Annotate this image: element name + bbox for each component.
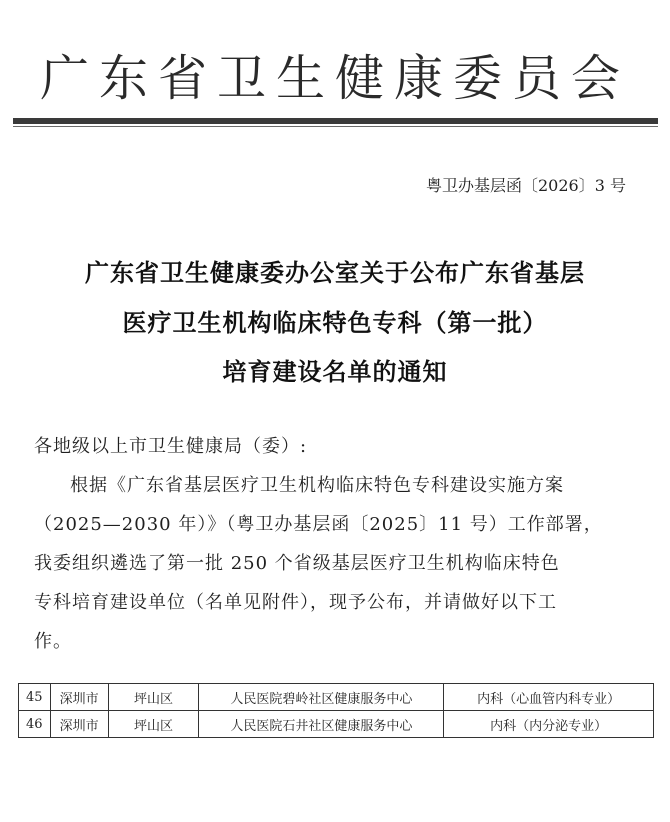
body-line: 专科培育建设单位（名单见附件），现予公布，并请做好以下工 (34, 592, 557, 613)
table-row (19, 684, 654, 711)
notice-title-line-3: 培育建设名单的通知 (222, 357, 448, 386)
notice-title-line-1: 广东省卫生健康委办公室关于公布广东省基层 (85, 258, 585, 287)
city-cell: 深圳市 (50, 684, 108, 711)
department-cell: 内科（内分泌专业） (444, 711, 654, 738)
notice-title-line-2: 医疗卫生机构临床特色专科（第一批） (122, 308, 548, 337)
letterhead-thin-rule (13, 126, 658, 127)
institution-cell: 人民医院碧岭社区健康服务中心 (199, 684, 444, 711)
document-number: 粤卫办基层函〔2026〕3 号 (426, 176, 626, 195)
body-line: 我委组织遴选了第一批 250 个省级基层医疗卫生机构临床特色 (34, 553, 560, 574)
salutation: 各地级以上市卫生健康局（委）: (34, 436, 308, 457)
city-cell: 深圳市 (50, 711, 108, 738)
institution-cell: 人民医院石井社区健康服务中心 (199, 711, 444, 738)
body-line: 作。 (34, 631, 72, 652)
row-number: 45 (19, 684, 51, 711)
district-cell: 坪山区 (108, 684, 199, 711)
letterhead-title: 广东省卫生健康委员会 (39, 50, 630, 107)
body-line: （2025—2030 年）》（粤卫办基层函〔2025〕11 号）工作部署， (34, 514, 603, 535)
body-line: 根据《广东省基层医疗卫生机构临床特色专科建设实施方案 (70, 475, 564, 496)
attachment-table (18, 683, 654, 738)
table-row (19, 711, 654, 738)
department-cell: 内科（心血管内科专业） (444, 684, 654, 711)
row-number: 46 (19, 711, 51, 738)
letterhead-thick-rule (13, 118, 658, 124)
district-cell: 坪山区 (108, 711, 199, 738)
